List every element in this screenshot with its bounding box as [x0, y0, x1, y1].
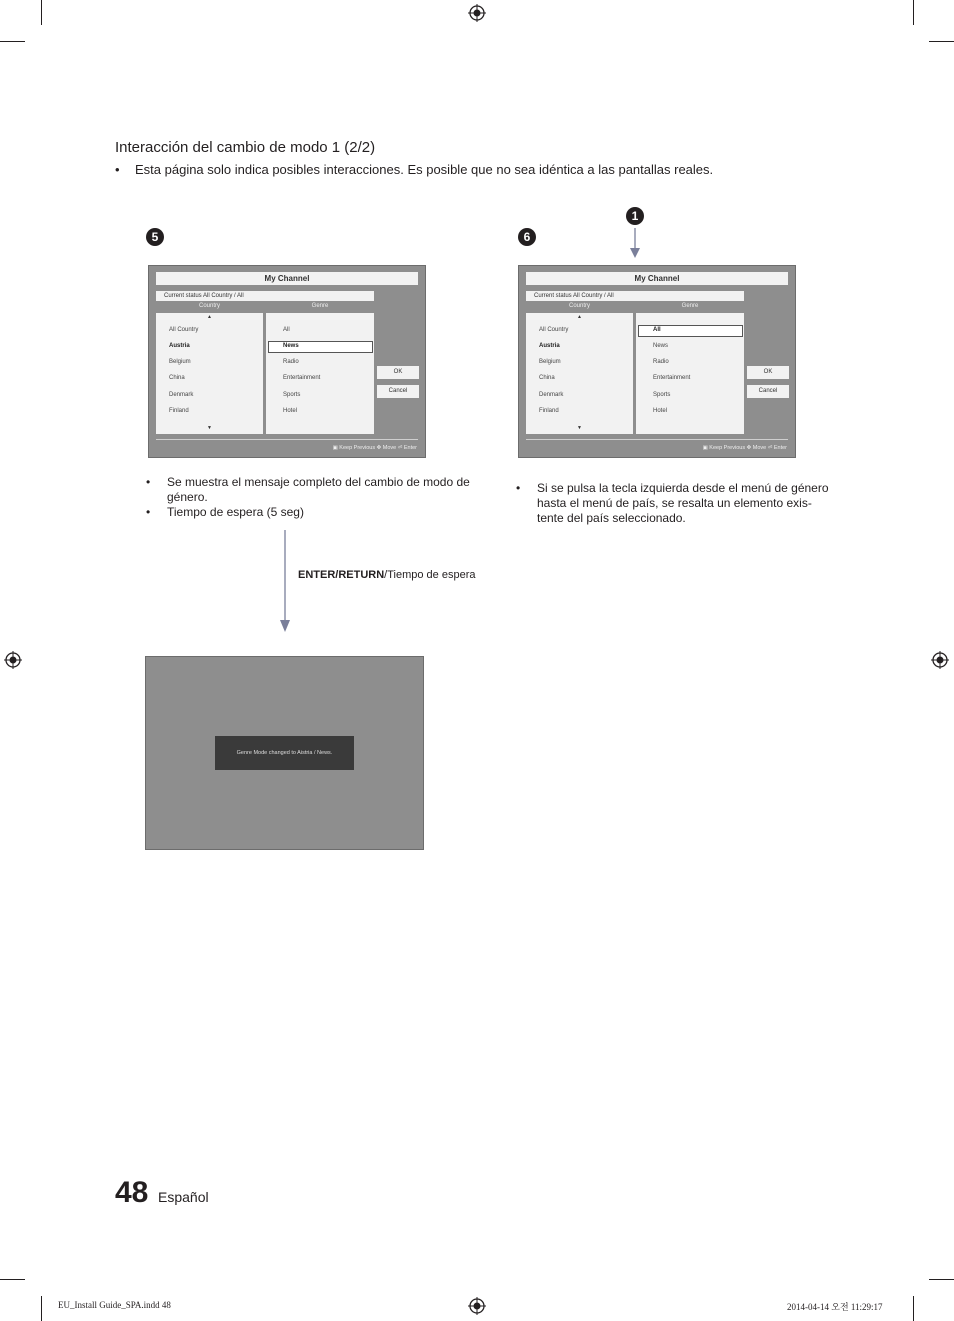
- country-list[interactable]: [526, 313, 633, 434]
- page-language: Español: [158, 1189, 209, 1205]
- step-1-marker: 1: [626, 207, 644, 225]
- notes-left: [144, 475, 479, 520]
- divider: [526, 439, 788, 440]
- crop-mark: [41, 0, 42, 25]
- genre-mode-message: Genre Mode changed to Aistria / News.: [215, 736, 354, 770]
- flow-label: [298, 569, 475, 581]
- crop-mark: [913, 1296, 914, 1321]
- status-bar: Current status All Country / All: [526, 291, 744, 301]
- crop-mark: [0, 1279, 25, 1280]
- list-item[interactable]: Finland: [169, 408, 189, 414]
- key-guide: [703, 445, 787, 451]
- ok-button[interactable]: OK: [747, 366, 789, 379]
- list-item[interactable]: Belgium: [539, 359, 561, 365]
- list-item[interactable]: Belgium: [169, 359, 191, 365]
- enter-return-key: ENTER/RETURN: [298, 569, 385, 581]
- registration-mark-icon: [468, 1297, 486, 1315]
- screen-title: My Channel: [156, 272, 418, 285]
- genre-list[interactable]: [266, 313, 374, 434]
- status-bar: Current status All Country / All: [156, 291, 374, 301]
- result-screen: [145, 656, 424, 850]
- list-item[interactable]: Denmark: [169, 392, 194, 398]
- cancel-button[interactable]: Cancel: [377, 385, 419, 398]
- key-guide-text: Keep Previous ✥ Move ⏎ Enter: [709, 445, 787, 451]
- arrow-down-icon: [628, 228, 642, 260]
- scroll-up-icon[interactable]: ▲: [577, 314, 582, 320]
- intro-text: Esta página solo indica posibles interacciones. Es posible que no sea idéntica a las pantallas reales.: [135, 162, 714, 177]
- registration-mark-icon: [4, 651, 22, 669]
- list-item[interactable]: China: [169, 375, 185, 381]
- crop-mark: [929, 41, 954, 42]
- scroll-up-icon[interactable]: ▲: [207, 314, 212, 320]
- my-channel-screen-right: [518, 265, 796, 458]
- page-number: 48: [115, 1176, 149, 1209]
- screen-title: My Channel: [526, 272, 788, 285]
- crop-mark: [913, 0, 914, 25]
- list-item[interactable]: Hotel: [653, 408, 668, 414]
- list-item[interactable]: Radio: [283, 359, 299, 365]
- note-item: • Se muestra el mensaje completo del cambio de modo de género.: [144, 475, 479, 505]
- list-item[interactable]: All: [283, 327, 290, 333]
- country-column-header: Country: [198, 303, 220, 309]
- list-item[interactable]: Austria: [539, 343, 560, 349]
- key-guide-text: Keep Previous ✥ Move ⏎ Enter: [339, 445, 417, 451]
- genre-column-header: Genre: [311, 303, 329, 309]
- crop-mark: [929, 1279, 954, 1280]
- list-item[interactable]: Austria: [169, 343, 190, 349]
- list-item[interactable]: News: [283, 343, 299, 349]
- registration-mark-icon: [931, 651, 949, 669]
- list-item[interactable]: Sports: [653, 392, 671, 398]
- list-item[interactable]: News: [653, 343, 669, 349]
- key-guide: [333, 445, 417, 451]
- genre-column-header: Genre: [681, 303, 699, 309]
- divider: [156, 439, 418, 440]
- country-list[interactable]: [156, 313, 263, 434]
- list-item[interactable]: Entertainment: [283, 375, 321, 381]
- list-item[interactable]: All: [653, 327, 661, 333]
- intro-note: • Esta página solo indica posibles interacciones. Es posible que no sea idéntica a las pantallas reales.: [115, 162, 714, 177]
- country-column-header: Country: [568, 303, 590, 309]
- step-5-marker: 5: [146, 228, 164, 246]
- scroll-down-icon[interactable]: ▼: [577, 425, 582, 431]
- list-item[interactable]: Sports: [283, 392, 301, 398]
- slug-timestamp: 2014-04-14 오전 11:29:17: [787, 1302, 883, 1312]
- return-icon: ▣: [332, 445, 340, 451]
- list-item[interactable]: Finland: [539, 408, 559, 414]
- section-title: Interacción del cambio de modo 1 (2/2): [115, 139, 376, 156]
- my-channel-screen-left: [148, 265, 426, 458]
- list-item[interactable]: All Country: [169, 327, 199, 333]
- list-item[interactable]: Hotel: [283, 408, 298, 414]
- scroll-down-icon[interactable]: ▼: [207, 425, 212, 431]
- ok-button[interactable]: OK: [377, 366, 419, 379]
- list-item[interactable]: Denmark: [539, 392, 564, 398]
- flow-label-text: /Tiempo de espera: [384, 569, 476, 581]
- registration-mark-icon: [468, 4, 486, 22]
- slug-filename: EU_Install Guide_SPA.indd 48: [58, 1300, 171, 1310]
- cancel-button[interactable]: Cancel: [747, 385, 789, 398]
- crop-mark: [0, 41, 25, 42]
- notes-right: [514, 481, 832, 526]
- note-item: • Tiempo de espera (5 seg): [144, 505, 479, 520]
- crop-mark: [41, 1296, 42, 1321]
- list-item[interactable]: Entertainment: [653, 375, 691, 381]
- step-6-marker: 6: [518, 228, 536, 246]
- list-item[interactable]: Radio: [653, 359, 669, 365]
- list-item[interactable]: China: [539, 375, 555, 381]
- note-item: • Si se pulsa la tecla izquierda desde el menú de género hasta el menú de país, se resalta un elemento exis-tente del país seleccionado.: [514, 481, 832, 526]
- arrow-down-icon: [278, 530, 292, 634]
- genre-list[interactable]: [636, 313, 744, 434]
- return-icon: ▣: [702, 445, 710, 451]
- list-item[interactable]: All Country: [539, 327, 569, 333]
